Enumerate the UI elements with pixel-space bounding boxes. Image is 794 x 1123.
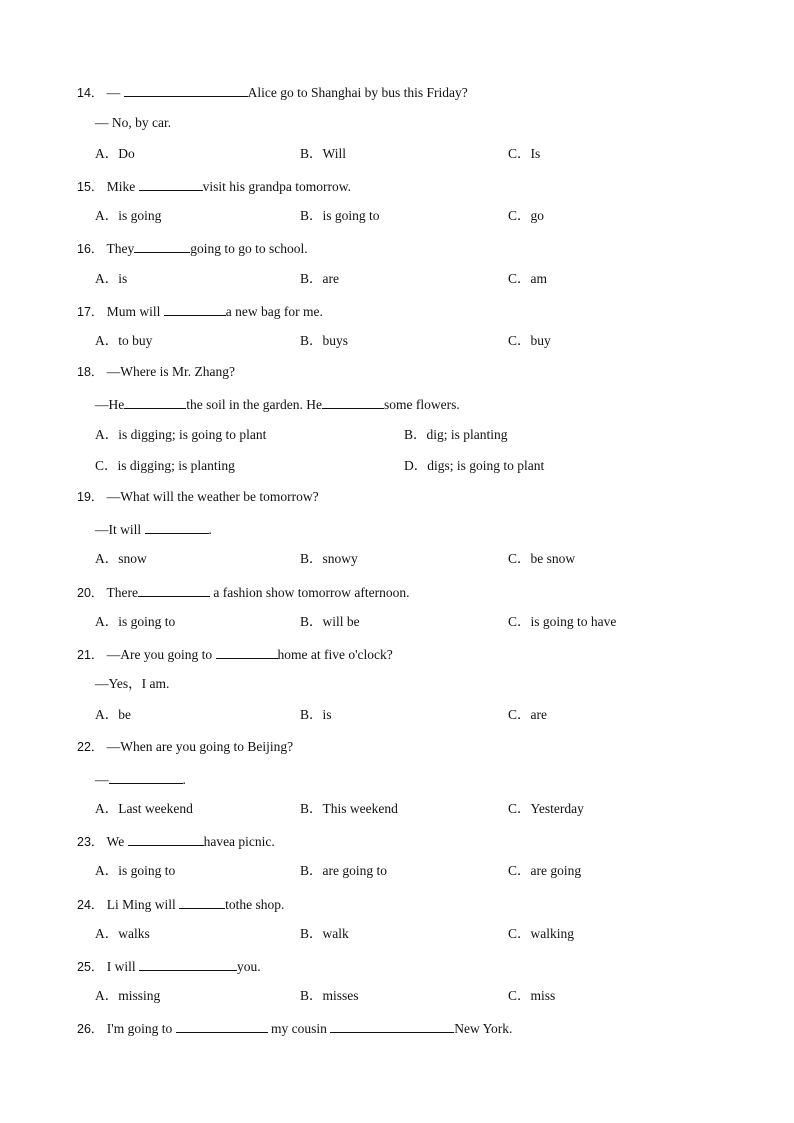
option-c[interactable]: C．miss <box>508 988 556 1003</box>
question-text: tothe shop. <box>225 897 285 912</box>
question-text: They <box>106 241 135 256</box>
question-text: visit his grandpa tomorrow. <box>202 179 352 194</box>
answer-blank[interactable] <box>109 769 183 784</box>
option-c[interactable]: C．am <box>508 271 547 286</box>
question-text: Li Ming will <box>106 897 176 912</box>
line-text: — <box>95 772 109 787</box>
option-c[interactable]: C．Is <box>508 146 541 161</box>
answer-blank[interactable] <box>322 394 384 409</box>
dialogue-line: — No, by car. <box>95 115 172 130</box>
question-number: 15． <box>77 180 104 194</box>
option-b[interactable]: B．snowy <box>300 551 358 566</box>
dialogue-line <box>95 769 186 789</box>
option-a[interactable]: A．snow <box>95 551 147 566</box>
dialogue-line <box>95 394 460 414</box>
option-c[interactable]: C．are <box>508 707 547 722</box>
question-14 <box>77 82 468 102</box>
question-15 <box>77 176 351 196</box>
answer-blank[interactable] <box>139 176 203 191</box>
question-number: 20． <box>77 586 104 600</box>
question-number: 18． <box>77 365 104 379</box>
answer-blank[interactable] <box>145 519 209 534</box>
option-b[interactable]: B．will be <box>300 614 360 629</box>
question-text: you. <box>237 959 261 974</box>
question-number: 24． <box>77 898 104 912</box>
question-number: 14． <box>77 86 104 100</box>
option-a[interactable]: A．is going to <box>95 614 176 629</box>
option-c[interactable]: C．are going <box>508 863 582 878</box>
option-c[interactable]: C．is going to have <box>508 614 617 629</box>
question-18 <box>77 363 235 381</box>
question-text: Mike <box>106 179 136 194</box>
option-c[interactable]: C．buy <box>508 333 551 348</box>
option-b[interactable]: B．Will <box>300 146 346 161</box>
line-text: some flowers. <box>383 397 460 412</box>
question-text: There <box>106 585 139 600</box>
question-number: 26． <box>77 1022 104 1036</box>
option-a[interactable]: A．is digging; is going to plant <box>95 427 267 442</box>
answer-blank[interactable] <box>179 894 225 909</box>
question-16 <box>77 238 308 258</box>
question-22 <box>77 738 293 756</box>
option-b[interactable]: B．misses <box>300 988 359 1003</box>
option-a[interactable]: A．is <box>95 271 128 286</box>
question-text: —What will the weather be tomorrow? <box>106 489 319 504</box>
question-19 <box>77 488 319 506</box>
answer-blank[interactable] <box>124 82 248 97</box>
question-text: We <box>106 834 125 849</box>
answer-blank[interactable] <box>164 301 226 316</box>
option-a[interactable]: A．Last weekend <box>95 801 193 816</box>
option-b[interactable]: B．are going to <box>300 863 387 878</box>
option-b[interactable]: B．buys <box>300 333 349 348</box>
answer-blank[interactable] <box>216 644 278 659</box>
option-b[interactable]: B．walk <box>300 926 349 941</box>
question-text: —Are you going to <box>106 647 213 662</box>
question-number: 19． <box>77 490 104 504</box>
question-text: a new bag for me. <box>225 304 323 319</box>
option-a[interactable]: A．to buy <box>95 333 153 348</box>
question-text: Alice go to Shanghai by bus this Friday? <box>247 85 468 100</box>
question-text: —When are you going to Beijing? <box>106 739 294 754</box>
option-a[interactable]: A．is going to <box>95 863 176 878</box>
option-a[interactable]: A．missing <box>95 988 161 1003</box>
question-text: a fashion show tomorrow afternoon. <box>213 585 410 600</box>
line-text: . <box>208 522 212 537</box>
question-number: 23． <box>77 835 104 849</box>
line-text: —He <box>95 397 125 412</box>
question-text: Mum will <box>106 304 161 319</box>
option-a[interactable]: A．walks <box>95 926 150 941</box>
question-number: 17． <box>77 305 104 319</box>
question-text: — <box>106 85 121 100</box>
option-b[interactable]: B．are <box>300 271 339 286</box>
option-b[interactable]: B．This weekend <box>300 801 398 816</box>
question-20 <box>77 582 410 602</box>
question-21 <box>77 644 393 664</box>
question-24 <box>77 894 284 914</box>
option-b[interactable]: B．dig; is planting <box>404 427 508 442</box>
answer-blank[interactable] <box>138 582 210 597</box>
option-d[interactable]: D．digs; is going to plant <box>404 458 545 473</box>
question-number: 21． <box>77 648 104 662</box>
answer-blank[interactable] <box>124 394 186 409</box>
question-text: going to go to school. <box>190 241 308 256</box>
question-23 <box>77 831 275 851</box>
option-c[interactable]: C．Yesterday <box>508 801 584 816</box>
question-number: 25． <box>77 960 104 974</box>
option-c[interactable]: C．go <box>508 208 545 223</box>
answer-blank[interactable] <box>139 956 237 971</box>
question-text: —Where is Mr. Zhang? <box>106 364 235 379</box>
answer-blank[interactable] <box>134 238 190 253</box>
question-26 <box>77 1018 512 1038</box>
option-b[interactable]: B．is going to <box>300 208 380 223</box>
question-text: I will <box>106 959 136 974</box>
option-c[interactable]: C．is digging; is planting <box>95 458 235 473</box>
dialogue-line <box>95 519 212 539</box>
option-a[interactable]: A．is going <box>95 208 162 223</box>
answer-blank[interactable] <box>128 831 204 846</box>
dialogue-line: —Yes，I am. <box>95 676 170 691</box>
question-text: home at five o'clock? <box>277 647 393 662</box>
line-text: —It will <box>95 522 142 537</box>
question-text: New York. <box>454 1021 513 1036</box>
answer-blank[interactable] <box>330 1018 454 1033</box>
question-17 <box>77 301 323 321</box>
option-a[interactable]: A．be <box>95 707 131 722</box>
answer-blank[interactable] <box>176 1018 268 1033</box>
question-text: havea picnic. <box>203 834 275 849</box>
line-text: the soil in the garden. He <box>186 397 322 412</box>
option-c[interactable]: C．be snow <box>508 551 576 566</box>
question-text: I'm going to <box>106 1021 173 1036</box>
question-number: 22． <box>77 740 104 754</box>
option-b[interactable]: B．is <box>300 707 332 722</box>
option-c[interactable]: C．walking <box>508 926 574 941</box>
option-a[interactable]: A．Do <box>95 146 135 161</box>
question-text: my cousin <box>270 1021 327 1036</box>
line-text: . <box>182 772 186 787</box>
question-number: 16． <box>77 242 104 256</box>
question-25 <box>77 956 261 976</box>
